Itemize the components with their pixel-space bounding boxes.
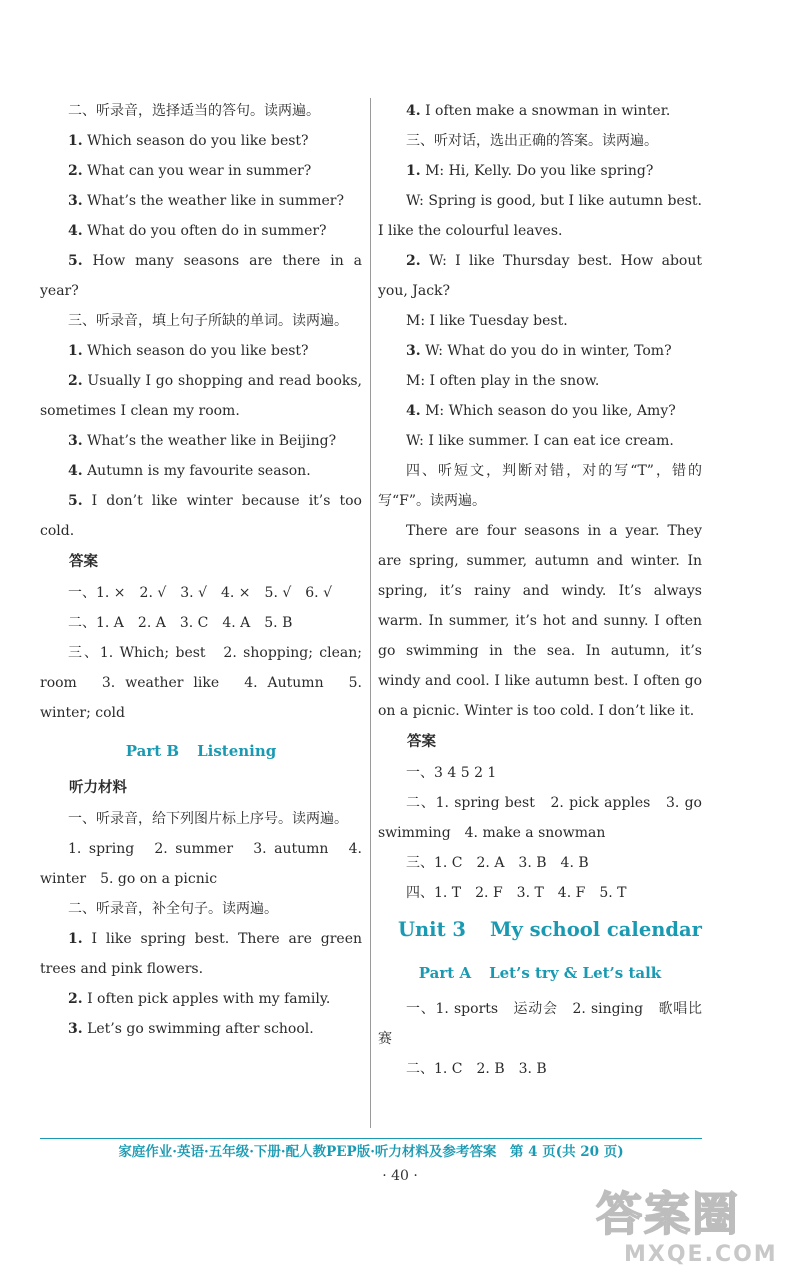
item-text: M: Hi, Kelly. Do you like spring? [420,163,654,179]
item-number: 2. [406,253,421,269]
item-text: I often make a snowman in winter. [420,103,671,119]
item-text: Which season do you like best? [82,343,309,359]
list-item [40,366,362,426]
item-number: 2. [68,991,83,1007]
item-number: 1. [406,163,421,179]
sentence-list [40,924,362,1044]
left-column [40,96,362,1044]
item-number: 4. [68,463,83,479]
dialogue-list [378,156,702,456]
answer-heading: 答案 [407,734,436,750]
passage: There are four seasons in a year. They are spring, summer, autumn and winter. In spring, it’s rainy and windy. It’s always warm. In summer, it’s hot and sunny. I often go swimming in the sea. In autumn, it’s windy and cool. I like autumn best. I often go on a picnic. Winter is too cold. I don’t like it. [378,523,702,719]
section-title: 二、听录音，补全句子。读两遍。 [68,901,278,917]
item-number: 3. [68,1021,83,1037]
page-number: · 40 · [382,1168,418,1184]
list-item [40,246,362,306]
word-list: 1. spring 2. summer 3. autumn 4. winter 5. go on a picnic [40,841,362,887]
item-text: M: I like Tuesday best. [406,313,568,329]
watermark-cn: 答案圈 [596,1187,740,1241]
item-number: 1. [68,343,83,359]
item-text: M: Which season do you like, Amy? [420,403,676,419]
item-text: I don’t like winter because it’s too cold. [40,493,362,539]
list-item [40,156,362,186]
list-item [378,246,702,306]
item-text: What can you wear in summer? [82,163,312,179]
item-number: 3. [406,343,421,359]
page-footer: 家庭作业·英语·五年级·下册·配人教PEP版·听力材料及参考答案 第 4 页(共 20 页) [40,1138,702,1167]
list-item [40,426,362,456]
list-item [378,426,702,456]
item-text: I like spring best. There are green trees and pink flowers. [40,931,362,977]
answer-line: 三、1. Which; best 2. shopping; clean; room 3. weather like 4. Autumn 5. winter; cold [40,645,362,721]
item-text: M: I often play in the snow. [406,373,600,389]
watermark-en: MXQE.COM [624,1242,778,1267]
list-item [40,924,362,984]
answer-line: 二、1. A 2. A 3. C 4. A 5. B [68,615,293,631]
list-item [40,186,362,216]
right-column [378,96,702,1084]
section-title: 三、听对话，选出正确的答案。读两遍。 [406,133,658,149]
unit-name: My school calendar [489,918,702,941]
list-item [40,336,362,366]
list-item [40,126,362,156]
question-list [40,126,362,306]
material-heading: 听力材料 [69,780,127,796]
list-item [40,486,362,546]
item-text: What’s the weather like in Beijing? [82,433,337,449]
item-number: 4. [68,223,83,239]
answer-line: 四、1. T 2. F 3. T 4. F 5. T [406,885,627,901]
item-number: 3. [68,433,83,449]
list-item [40,456,362,486]
list-item [378,156,702,186]
item-text: How many seasons are there in a year? [40,253,362,299]
item-text: Which season do you like best? [82,133,309,149]
item-number: 2. [68,163,83,179]
list-item [40,216,362,246]
part-name: Listening [197,742,277,760]
item-number: 4. [406,403,421,419]
answer-line: 三、1. C 2. A 3. B 4. B [406,855,589,871]
item-text: I often pick apples with my family. [82,991,331,1007]
item-text: What’s the weather like in summer? [82,193,344,209]
item-text: Autumn is my favourite season. [82,463,311,479]
item-text: Usually I go shopping and read books, sometimes I clean my room. [40,373,362,419]
item-text: W: I like Thursday best. How about you, Jack? [378,253,702,299]
item-number: 5. [68,253,83,269]
unit-number: Unit 3 [398,918,466,941]
item-number: 1. [68,133,83,149]
section-title: 一、听录音，给下列图片标上序号。读两遍。 [68,811,348,827]
item-text: What do you often do in summer? [82,223,327,239]
list-item [378,186,702,246]
answer-line: 二、1. C 2. B 3. B [406,1061,547,1077]
watermark-logo [586,1178,792,1276]
question-list [40,336,362,546]
answer-line: 一、3 4 5 2 1 [406,765,497,781]
item-number: 4. [406,103,421,119]
item-number: 5. [68,493,83,509]
item-text: W: Spring is good, but I like autumn best. I like the colourful leaves. [378,193,702,239]
answer-line: 一、1. sports 运动会 2. singing 歌唱比赛 [378,1001,702,1047]
answer-heading: 答案 [69,554,98,570]
column-divider [370,98,371,1128]
list-item [378,336,702,366]
part-b-heading [40,736,362,766]
list-item [40,1014,362,1044]
item-number: 2. [68,373,83,389]
section-title: 二、听录音，选择适当的答句。读两遍。 [68,103,320,119]
part-code: Part B [125,742,180,760]
answer-line: 二、1. spring best 2. pick apples 3. go swimming 4. make a snowman [378,795,702,841]
list-item [40,984,362,1014]
item-number: 1. [68,931,83,947]
list-item [378,366,702,396]
section-title: 四、听短文，判断对错，对的写“T”，错的写“F”。读两遍。 [378,463,702,509]
list-item [378,96,702,126]
item-text: W: I like summer. I can eat ice cream. [406,433,674,449]
answer-line: 一、1. × 2. √ 3. √ 4. × 5. √ 6. √ [68,585,332,601]
part-a-heading [378,958,702,988]
item-text: W: What do you do in winter, Tom? [420,343,672,359]
section-title: 三、听录音，填上句子所缺的单词。读两遍。 [68,313,348,329]
unit-heading [378,910,702,950]
part-name: Let’s try & Let’s talk [489,964,662,982]
part-code: Part A [418,964,472,982]
list-item [378,306,702,336]
item-text: Let’s go swimming after school. [82,1021,314,1037]
list-item [378,396,702,426]
item-number: 3. [68,193,83,209]
